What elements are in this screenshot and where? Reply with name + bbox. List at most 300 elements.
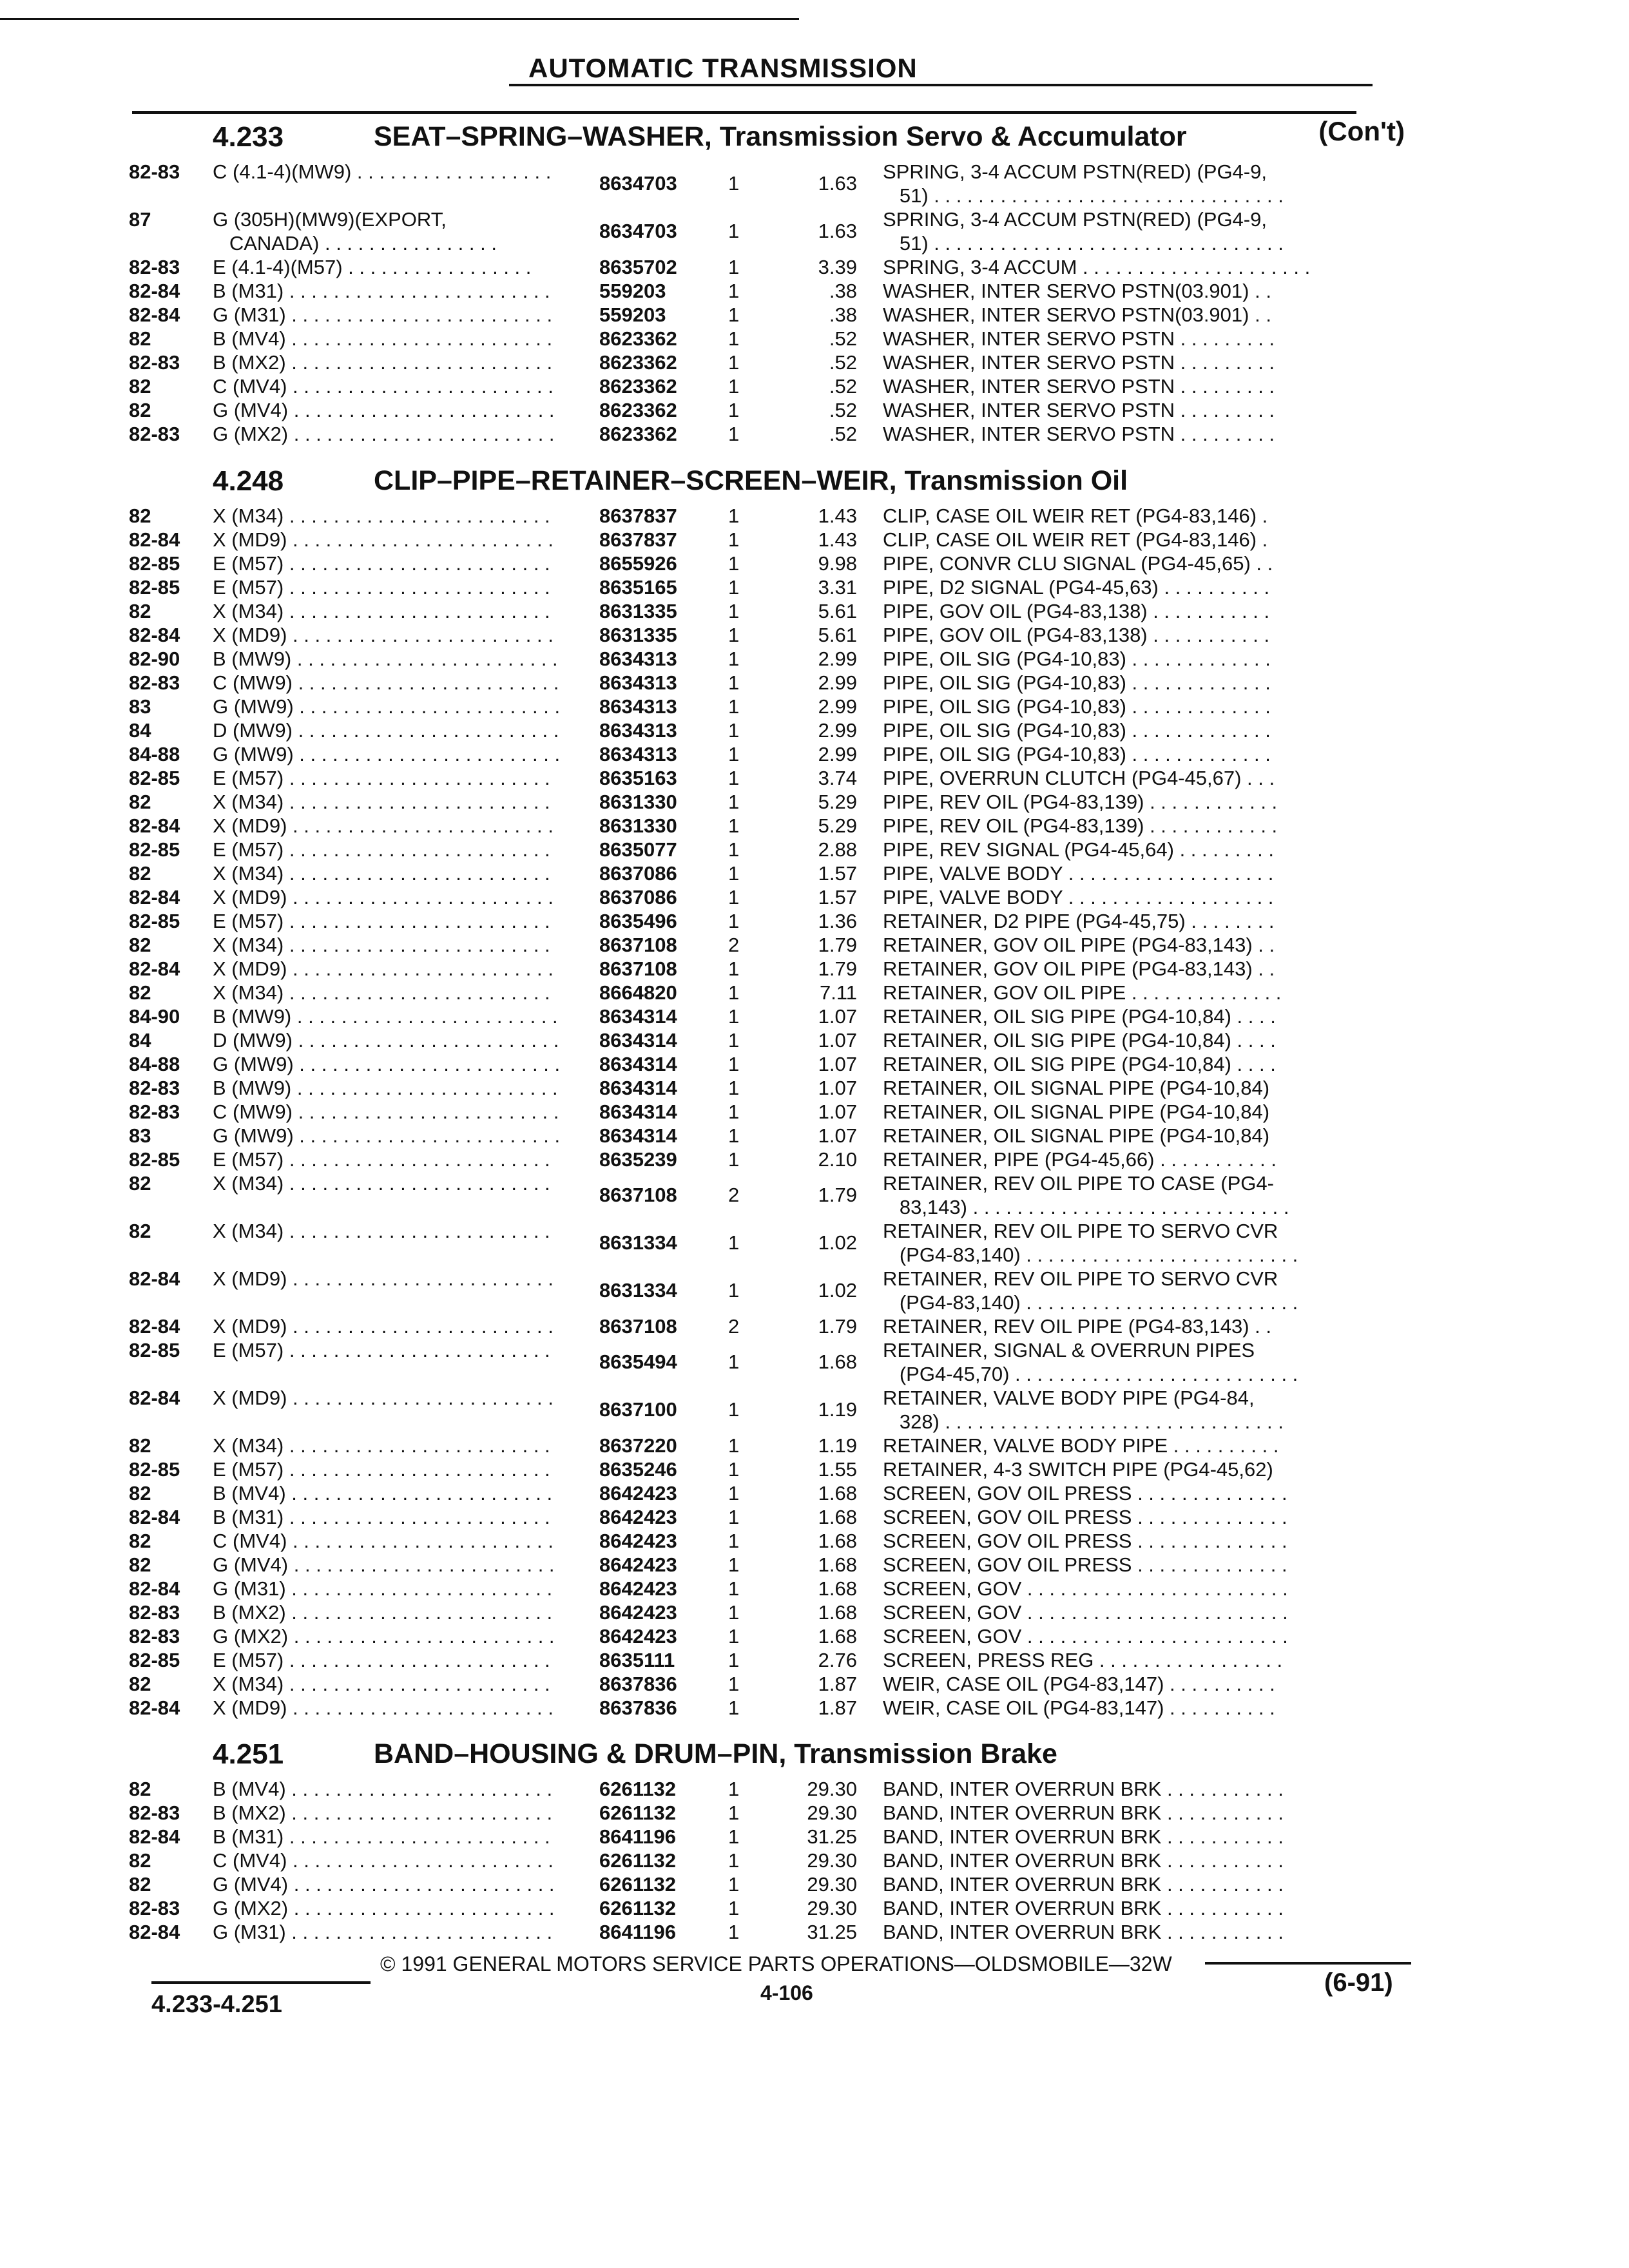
part-number-cell: 8635165 [599,576,677,599]
part-number-cell: 8635239 [599,1148,677,1171]
description-cell: RETAINER, REV OIL PIPE (PG4-83,143) . . [883,1315,1271,1338]
model-cell: X (MD9) . . . . . . . . . . . . . . . . . . . . . . . . [213,528,554,551]
page-number: 4-106 [760,1981,813,2004]
part-number-cell: 8634313 [599,648,677,670]
table-row [129,1849,1405,1872]
table-row [129,1825,1405,1849]
section-number: 4.248 [213,465,284,497]
year-cell: 82 [129,1778,151,1800]
year-cell: 82 [129,1553,151,1576]
price-cell: 9.98 [818,552,857,575]
year-cell: 82-85 [129,767,180,789]
description-cell: RETAINER, PIPE (PG4-45,66) . . . . . . . . . . . [883,1148,1277,1171]
table-row [129,981,1405,1004]
table-row [129,255,1405,279]
model-cell: X (M34) . . . . . . . . . . . . . . . . . . . . . . . . [213,1220,550,1242]
year-cell: 82-83 [129,1601,180,1624]
part-number-cell: 8637100 [599,1398,677,1421]
quantity-cell: 1 [728,957,740,980]
price-cell: 1.07 [818,1077,857,1099]
quantity-cell: 1 [728,1029,740,1052]
price-cell: 2.99 [818,743,857,765]
description-cell: RETAINER, SIGNAL & OVERRUN PIPES (PG4-45,70) . . . . . . . . . . . . . . . . . . . . . . . . . . [883,1339,1298,1385]
price-cell: 1.68 [818,1506,857,1528]
quantity-cell: 1 [728,1897,740,1919]
description-cell: PIPE, REV OIL (PG4-83,139) . . . . . . . . . . . . [883,814,1278,837]
table-row [129,885,1405,909]
revision-date: (6-91) [1324,1968,1393,1997]
part-number-cell: 8637086 [599,886,677,908]
year-cell: 82 [129,791,151,813]
model-cell: G (MW9) . . . . . . . . . . . . . . . . . . . . . . . . [213,1053,561,1075]
model-cell: E (M57) . . . . . . . . . . . . . . . . . . . . . . . . [213,767,550,789]
description-cell: RETAINER, REV OIL PIPE TO SERVO CVR (PG4-83,140) . . . . . . . . . . . . . . . . . . . . . . . . . [883,1220,1298,1266]
quantity-cell: 1 [728,528,740,551]
quantity-cell: 1 [728,624,740,646]
description-cell: WASHER, INTER SERVO PSTN . . . . . . . . . [883,375,1275,398]
table-row [129,1219,1405,1267]
description-cell: PIPE, VALVE BODY . . . . . . . . . . . . . . . . . . . [883,886,1274,908]
description-cell: WASHER, INTER SERVO PSTN . . . . . . . . . [883,327,1275,350]
quantity-cell: 1 [728,1873,740,1896]
description-cell: PIPE, OVERRUN CLUTCH (PG4-45,67) . . . [883,767,1275,789]
table-row [129,1481,1405,1505]
part-number-cell: 8635702 [599,256,677,278]
section-heading [129,116,1405,160]
quantity-cell: 1 [728,671,740,694]
copyright-footer: © 1991 GENERAL MOTORS SERVICE PARTS OPERATIONS—OLDSMOBILE—32W [380,1952,1172,1975]
section-number: 4.233 [213,121,284,153]
year-cell: 82 [129,375,151,398]
description-cell: PIPE, OIL SIG (PG4-10,83) . . . . . . . . . . . . . [883,719,1271,742]
part-number-cell: 8634314 [599,1124,677,1147]
year-cell: 82 [129,505,151,527]
part-number-cell: 6261132 [599,1802,676,1824]
description-cell: WASHER, INTER SERVO PSTN . . . . . . . . . [883,423,1275,445]
description-cell: SCREEN, GOV OIL PRESS . . . . . . . . . . . . . . [883,1530,1287,1552]
quantity-cell: 1 [728,981,740,1004]
part-number-cell: 8623362 [599,399,677,421]
table-row [129,1777,1405,1801]
quantity-cell: 1 [728,910,740,932]
quantity-cell: 1 [728,767,740,789]
top-margin-rule [0,18,799,20]
year-cell: 84-90 [129,1005,180,1028]
model-cell: X (M34) . . . . . . . . . . . . . . . . . . . . . . . . [213,981,550,1004]
model-cell: G (M31) . . . . . . . . . . . . . . . . . . . . . . . . [213,303,553,326]
year-cell: 82-84 [129,1267,180,1290]
quantity-cell: 1 [728,886,740,908]
description-cell: RETAINER, OIL SIG PIPE (PG4-10,84) . . . . [883,1053,1276,1075]
year-cell: 83 [129,1124,151,1147]
quantity-cell: 1 [728,256,740,278]
year-cell: 82-84 [129,1825,180,1848]
table-row [129,933,1405,957]
price-cell: 5.29 [818,791,857,813]
part-number-cell: 8637108 [599,1315,677,1338]
model-cell: C (MW9) . . . . . . . . . . . . . . . . . . . . . . . . [213,1100,559,1123]
table-row [129,528,1405,552]
price-cell: 29.30 [807,1849,857,1872]
year-cell: 84-88 [129,743,180,765]
model-cell: D (MW9) . . . . . . . . . . . . . . . . . . . . . . . . [213,719,559,742]
table-row [129,1100,1405,1124]
year-cell: 82 [129,934,151,956]
model-cell: G (MX2) . . . . . . . . . . . . . . . . . . . . . . . . [213,423,555,445]
part-number-cell: 6261132 [599,1873,676,1896]
table-row [129,1801,1405,1825]
price-cell: 2.10 [818,1148,857,1171]
quantity-cell: 1 [728,1825,740,1848]
quantity-cell: 1 [728,1625,740,1648]
part-number-cell: 6261132 [599,1849,676,1872]
year-cell: 82-83 [129,1625,180,1648]
part-number-cell: 8637108 [599,934,677,956]
quantity-cell: 1 [728,1849,740,1872]
price-cell: .38 [829,303,857,326]
part-number-cell: 8635494 [599,1350,677,1373]
table-row [129,1171,1405,1219]
description-cell: WASHER, INTER SERVO PSTN . . . . . . . . . [883,351,1275,374]
part-number-cell: 559203 [599,303,666,326]
table-row [129,742,1405,766]
model-cell: B (MX2) . . . . . . . . . . . . . . . . . . . . . . . . [213,1601,553,1624]
price-cell: 1.79 [818,1184,857,1206]
part-number-cell: 8635111 [599,1649,675,1671]
price-cell: 1.02 [818,1231,857,1254]
quantity-cell: 1 [728,505,740,527]
description-cell: BAND, INTER OVERRUN BRK . . . . . . . . . . . [883,1873,1284,1896]
description-cell: RETAINER, OIL SIGNAL PIPE (PG4-10,84) [883,1124,1270,1147]
price-cell: 1.36 [818,910,857,932]
year-cell: 82 [129,1434,151,1457]
price-cell: 3.31 [818,576,857,599]
year-cell: 87 [129,208,151,231]
model-cell: G (MV4) . . . . . . . . . . . . . . . . . . . . . . . . [213,1873,555,1896]
model-cell: X (MD9) . . . . . . . . . . . . . . . . . . . . . . . . [213,1267,554,1290]
description-cell: PIPE, GOV OIL (PG4-83,138) . . . . . . . . . . . [883,600,1270,622]
year-cell: 82-85 [129,576,180,599]
model-cell: G (MX2) . . . . . . . . . . . . . . . . . . . . . . . . [213,1625,555,1648]
description-cell: WASHER, INTER SERVO PSTN(03.901) . . [883,303,1271,326]
section-4-248 [129,465,1405,1720]
year-cell: 82-84 [129,814,180,837]
part-number-cell: 8631330 [599,791,677,813]
description-cell: BAND, INTER OVERRUN BRK . . . . . . . . . . . [883,1921,1284,1943]
model-cell: B (MW9) . . . . . . . . . . . . . . . . . . . . . . . . [213,1005,558,1028]
table-row [129,1338,1405,1386]
description-cell: RETAINER, 4-3 SWITCH PIPE (PG4-45,62) [883,1458,1273,1481]
description-cell: RETAINER, VALVE BODY PIPE (PG4-84, 328) . . . . . . . . . . . . . . . . . . . . . . . . . . . . . . . [883,1387,1284,1433]
description-cell: PIPE, OIL SIG (PG4-10,83) . . . . . . . . . . . . . [883,671,1271,694]
description-cell: RETAINER, D2 PIPE (PG4-45,75) . . . . . . . . [883,910,1275,932]
table-row [129,1505,1405,1529]
price-cell: 7.11 [819,981,857,1004]
quantity-cell: 1 [728,1778,740,1800]
part-number-cell: 8634703 [599,172,677,195]
year-cell: 84-88 [129,1053,180,1075]
quantity-cell: 1 [728,552,740,575]
price-cell: 1.43 [818,528,857,551]
description-cell: RETAINER, OIL SIGNAL PIPE (PG4-10,84) [883,1077,1270,1099]
description-cell: PIPE, GOV OIL (PG4-83,138) . . . . . . . . . . . [883,624,1270,646]
table-row [129,1267,1405,1314]
quantity-cell: 2 [728,1315,740,1338]
model-cell: G (305H)(MW9)(EXPORT, CANADA) . . . . . . . . . . . . . . . . [213,208,497,255]
quantity-cell: 1 [728,375,740,398]
part-number-cell: 8635246 [599,1458,677,1481]
price-cell: 1.87 [818,1696,857,1719]
model-cell: X (M34) . . . . . . . . . . . . . . . . . . . . . . . . [213,791,550,813]
description-cell: PIPE, REV SIGNAL (PG4-45,64) . . . . . . . . . [883,838,1274,861]
model-cell: X (MD9) . . . . . . . . . . . . . . . . . . . . . . . . [213,1696,554,1719]
model-cell: G (MX2) . . . . . . . . . . . . . . . . . . . . . . . . [213,1897,555,1919]
table-row [129,814,1405,838]
part-number-cell: 8623362 [599,351,677,374]
quantity-cell: 1 [728,1921,740,1943]
description-cell: SPRING, 3-4 ACCUM PSTN(RED) (PG4-9, 51) . . . . . . . . . . . . . . . . . . . . . . . . . . . . . . . . [883,160,1284,207]
part-number-cell: 8623362 [599,423,677,445]
description-cell: RETAINER, GOV OIL PIPE (PG4-83,143) . . [883,957,1275,980]
model-cell: G (M31) . . . . . . . . . . . . . . . . . . . . . . . . [213,1577,553,1600]
price-cell: 1.68 [818,1530,857,1552]
price-cell: 1.55 [818,1458,857,1481]
model-cell: X (M34) . . . . . . . . . . . . . . . . . . . . . . . . [213,600,550,622]
year-cell: 82 [129,1673,151,1695]
part-number-cell: 8631335 [599,600,677,622]
price-cell: .52 [829,399,857,421]
model-cell: E (4.1-4)(M57) . . . . . . . . . . . . . . . . . [213,256,532,278]
parts-table [129,504,1405,1720]
price-cell: 1.87 [818,1673,857,1695]
section-title: CLIP–PIPE–RETAINER–SCREEN–WEIR, Transmission Oil [374,465,1128,496]
price-cell: 1.07 [818,1005,857,1028]
model-cell: G (MW9) . . . . . . . . . . . . . . . . . . . . . . . . [213,695,561,718]
description-cell: SPRING, 3-4 ACCUM PSTN(RED) (PG4-9, 51) . . . . . . . . . . . . . . . . . . . . . . . . . . . . . . . . [883,208,1284,255]
model-cell: C (MV4) . . . . . . . . . . . . . . . . . . . . . . . . [213,1530,554,1552]
part-number-cell: 8637836 [599,1673,677,1695]
year-cell: 83 [129,695,151,718]
quantity-cell: 1 [728,1577,740,1600]
year-cell: 82-85 [129,1649,180,1671]
model-cell: D (MW9) . . . . . . . . . . . . . . . . . . . . . . . . [213,1029,559,1052]
year-cell: 82-85 [129,1458,180,1481]
price-cell: 3.74 [818,767,857,789]
quantity-cell: 1 [728,1231,740,1254]
header-rule-main [132,111,1356,114]
table-row [129,1553,1405,1577]
model-cell: E (M57) . . . . . . . . . . . . . . . . . . . . . . . . [213,1339,550,1361]
price-cell: 2.88 [818,838,857,861]
part-number-cell: 8637836 [599,1696,677,1719]
quantity-cell: 1 [728,576,740,599]
part-number-cell: 8642423 [599,1482,677,1504]
price-cell: 5.61 [818,600,857,622]
year-cell: 84 [129,1029,151,1052]
table-row [129,1920,1405,1944]
year-cell: 82-83 [129,1100,180,1123]
model-cell: X (MD9) . . . . . . . . . . . . . . . . . . . . . . . . [213,957,554,980]
model-cell: G (MW9) . . . . . . . . . . . . . . . . . . . . . . . . [213,743,561,765]
model-cell: X (M34) . . . . . . . . . . . . . . . . . . . . . . . . [213,1172,550,1195]
section-title: SEAT–SPRING–WASHER, Transmission Servo & Accumulator [374,121,1187,152]
model-cell: B (MX2) . . . . . . . . . . . . . . . . . . . . . . . . [213,351,553,374]
model-cell: X (M34) . . . . . . . . . . . . . . . . . . . . . . . . [213,934,550,956]
price-cell: 1.07 [818,1124,857,1147]
model-cell: G (M31) . . . . . . . . . . . . . . . . . . . . . . . . [213,1921,553,1943]
part-number-cell: 8631330 [599,814,677,837]
table-row [129,1386,1405,1434]
part-number-cell: 8634314 [599,1053,677,1075]
quantity-cell: 1 [728,1506,740,1528]
description-cell: PIPE, VALVE BODY . . . . . . . . . . . . . . . . . . . [883,862,1274,885]
part-number-cell: 8642423 [599,1577,677,1600]
year-cell: 82-84 [129,1387,180,1409]
description-cell: SCREEN, GOV OIL PRESS . . . . . . . . . . . . . . [883,1482,1287,1504]
description-cell: RETAINER, OIL SIGNAL PIPE (PG4-10,84) [883,1100,1270,1123]
quantity-cell: 1 [728,172,740,195]
part-number-cell: 8642423 [599,1553,677,1576]
price-cell: 1.68 [818,1625,857,1648]
price-cell: 2.99 [818,719,857,742]
price-cell: 1.68 [818,1482,857,1504]
table-row [129,552,1405,575]
description-cell: CLIP, CASE OIL WEIR RET (PG4-83,146) . [883,505,1268,527]
model-cell: B (MV4) . . . . . . . . . . . . . . . . . . . . . . . . [213,1482,553,1504]
description-cell: SCREEN, GOV OIL PRESS . . . . . . . . . . . . . . [883,1553,1287,1576]
table-row [129,374,1405,398]
model-cell: B (MV4) . . . . . . . . . . . . . . . . . . . . . . . . [213,327,553,350]
price-cell: 1.63 [818,172,857,195]
description-cell: BAND, INTER OVERRUN BRK . . . . . . . . . . . [883,1778,1284,1800]
year-cell: 82-85 [129,838,180,861]
year-cell: 82-83 [129,423,180,445]
table-row [129,1577,1405,1600]
model-cell: B (M31) . . . . . . . . . . . . . . . . . . . . . . . . [213,1506,550,1528]
quantity-cell: 1 [728,1124,740,1147]
price-cell: 1.07 [818,1053,857,1075]
model-cell: C (4.1-4)(MW9) . . . . . . . . . . . . . . . . . . [213,160,552,183]
year-cell: 82 [129,600,151,622]
part-number-cell: 8631335 [599,624,677,646]
year-cell: 82 [129,1482,151,1504]
model-cell: X (M34) . . . . . . . . . . . . . . . . . . . . . . . . [213,1673,550,1695]
description-cell: PIPE, OIL SIG (PG4-10,83) . . . . . . . . . . . . . [883,695,1271,718]
quantity-cell: 1 [728,1696,740,1719]
table-row [129,957,1405,981]
description-cell: BAND, INTER OVERRUN BRK . . . . . . . . . . . [883,1802,1284,1824]
part-number-cell: 8631334 [599,1279,677,1302]
part-number-cell: 8623362 [599,327,677,350]
model-cell: E (M57) . . . . . . . . . . . . . . . . . . . . . . . . [213,910,550,932]
table-row [129,1434,1405,1457]
year-cell: 82-85 [129,910,180,932]
description-cell: WEIR, CASE OIL (PG4-83,147) . . . . . . . . . . [883,1673,1275,1695]
price-cell: 1.68 [818,1350,857,1373]
table-row [129,327,1405,351]
year-cell: 82 [129,327,151,350]
model-cell: E (M57) . . . . . . . . . . . . . . . . . . . . . . . . [213,552,550,575]
table-row [129,279,1405,303]
table-row [129,695,1405,718]
part-number-cell: 559203 [599,280,666,302]
quantity-cell: 1 [728,303,740,326]
table-row [129,1672,1405,1696]
description-cell: RETAINER, REV OIL PIPE TO SERVO CVR (PG4-83,140) . . . . . . . . . . . . . . . . . . . . . . . . . [883,1267,1298,1314]
description-cell: RETAINER, VALVE BODY PIPE . . . . . . . . . . [883,1434,1279,1457]
quantity-cell: 1 [728,648,740,670]
quantity-cell: 1 [728,1553,740,1576]
part-number-cell: 8664820 [599,981,677,1004]
year-cell: 82-83 [129,160,180,183]
description-cell: PIPE, REV OIL (PG4-83,139) . . . . . . . . . . . . [883,791,1278,813]
description-cell: WASHER, INTER SERVO PSTN(03.901) . . [883,280,1271,302]
price-cell: 29.30 [807,1873,857,1896]
year-cell: 82-84 [129,1696,180,1719]
quantity-cell: 1 [728,1673,740,1695]
year-cell: 82-84 [129,624,180,646]
year-cell: 82-84 [129,1577,180,1600]
part-number-cell: 8641196 [599,1825,676,1848]
quantity-cell: 1 [728,838,740,861]
table-row [129,160,1405,207]
price-cell: 1.68 [818,1553,857,1576]
section-heading [129,1738,1405,1777]
model-cell: B (M31) . . . . . . . . . . . . . . . . . . . . . . . . [213,1825,550,1848]
model-cell: B (MX2) . . . . . . . . . . . . . . . . . . . . . . . . [213,1802,553,1824]
continued-label: (Con't) [1318,116,1405,146]
quantity-cell: 1 [728,1482,740,1504]
table-row [129,623,1405,647]
model-cell: X (M34) . . . . . . . . . . . . . . . . . . . . . . . . [213,862,550,885]
year-cell: 82-84 [129,303,180,326]
price-cell: .52 [829,423,857,445]
quantity-cell: 1 [728,1802,740,1824]
part-number-cell: 8655926 [599,552,677,575]
model-cell: X (MD9) . . . . . . . . . . . . . . . . . . . . . . . . [213,1387,554,1409]
model-cell: X (MD9) . . . . . . . . . . . . . . . . . . . . . . . . [213,814,554,837]
table-row [129,1872,1405,1896]
price-cell: 1.79 [818,934,857,956]
price-cell: 29.30 [807,1802,857,1824]
part-number-cell: 8635077 [599,838,677,861]
part-number-cell: 8634313 [599,695,677,718]
price-cell: 2.99 [818,671,857,694]
part-number-cell: 8634314 [599,1005,677,1028]
price-cell: 1.68 [818,1601,857,1624]
model-cell: C (MV4) . . . . . . . . . . . . . . . . . . . . . . . . [213,1849,554,1872]
section-number: 4.251 [213,1738,284,1770]
quantity-cell: 1 [728,1350,740,1373]
quantity-cell: 1 [728,220,740,242]
price-cell: 1.02 [818,1279,857,1302]
year-cell: 82-83 [129,1897,180,1919]
description-cell: PIPE, D2 SIGNAL (PG4-45,63) . . . . . . . . . . [883,576,1270,599]
description-cell: BAND, INTER OVERRUN BRK . . . . . . . . . . . [883,1825,1284,1848]
description-cell: RETAINER, GOV OIL PIPE (PG4-83,143) . . [883,934,1275,956]
quantity-cell: 1 [728,1434,740,1457]
year-cell: 82-85 [129,1148,180,1171]
year-cell: 82 [129,862,151,885]
quantity-cell: 1 [728,791,740,813]
description-cell: RETAINER, OIL SIG PIPE (PG4-10,84) . . . . [883,1029,1276,1052]
part-number-cell: 8637220 [599,1434,677,1457]
model-cell: B (MW9) . . . . . . . . . . . . . . . . . . . . . . . . [213,648,558,670]
price-cell: 1.57 [818,886,857,908]
table-row [129,575,1405,599]
price-cell: 2.99 [818,648,857,670]
section-heading [129,465,1405,504]
